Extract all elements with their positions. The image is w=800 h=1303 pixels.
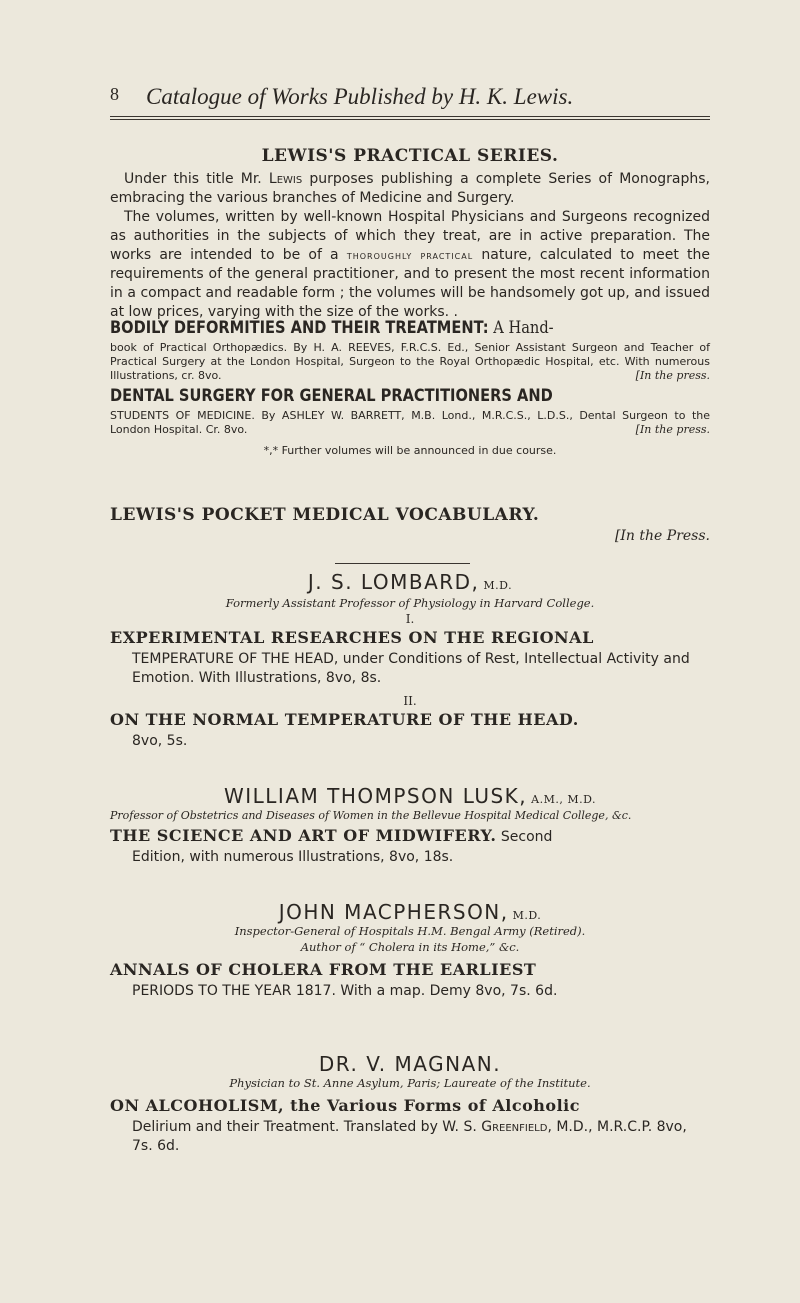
macpherson-role-2: Author of “ Cholera in its Home,” &c.	[300, 940, 520, 954]
lusk-work-title: THE SCIENCE AND ART OF MIDWIFERY. Second	[110, 826, 553, 845]
magnan-work-title: ON ALCOHOLISM, the Various Forms of Alcoholic	[110, 1096, 580, 1115]
lombard-work-1-description: TEMPERATURE OF THE HEAD, under Conditions of Rest, Intellectual Activity and Emotion. With Illustrations, 8vo, 8s.	[132, 651, 690, 686]
magnan-author: DR. V. MAGNAN.	[318, 1052, 502, 1076]
header-rule-thin	[110, 119, 710, 120]
dental-surgery-description: STUDENTS OF MEDICINE. By ASHLEY W. BARRETT, M.B. Lond., M.R.C.S., L.D.S., Dental Surgeon to the London Hospital. Cr. 8vo. [In the press.	[110, 409, 710, 436]
lombard-work-1-title: EXPERIMENTAL RESEARCHES ON THE REGIONAL	[110, 628, 594, 647]
magnan-work-description: Delirium and their Treatment. Translated by W. S. Greenfield, M.D., M.R.C.P. 8vo, 7s. 6d.	[132, 1119, 687, 1154]
dental-status: [In the press.	[635, 423, 710, 436]
pocket-vocabulary-status: [In the Press.	[614, 528, 710, 544]
lusk-work-description: Edition, with numerous Illustrations, 8vo, 18s.	[132, 849, 454, 865]
series-paragraph-2: The volumes, written by well-known Hospital Physicians and Surgeons recognized as authorities in the subjects of which they treat, are in active preparation. The works are intended to be of a thoroughly practical nature, calculated to meet the requirements of the general practitioner, and to present the most recent information in a compact and readable form ; the volumes will be handsomely got up, and issued at low prices, varying with the size of the works. .	[110, 209, 711, 320]
page-number: 8	[110, 84, 119, 104]
lombard-number-2: II.	[403, 694, 417, 708]
pocket-vocabulary-heading: LEWIS'S POCKET MEDICAL VOCABULARY.	[110, 505, 540, 525]
series-paragraph-1: Under this title Mr. Lewis purposes publishing a complete Series of Monographs, embracing the various branches of Medicine and Surgery.	[110, 171, 711, 206]
lombard-work-2-title: ON THE NORMAL TEMPERATURE OF THE HEAD.	[110, 710, 579, 729]
bodily-status: [In the press.	[635, 369, 710, 382]
magnan-role: Physician to St. Anne Asylum, Paris; Laureate of the Institute.	[229, 1076, 591, 1090]
further-volumes-note: *,* Further volumes will be announced in due course.	[263, 444, 557, 457]
lombard-number-1: I.	[405, 612, 415, 626]
series-heading: LEWIS'S PRACTICAL SERIES.	[261, 146, 559, 166]
section-divider	[335, 563, 470, 564]
macpherson-role-1: Inspector-General of Hospitals H.M. Bengal Army (Retired).	[234, 924, 586, 938]
lombard-role: Formerly Assistant Professor of Physiology in Harvard College.	[225, 596, 595, 610]
macpherson-work-title: ANNALS OF CHOLERA FROM THE EARLIEST	[110, 960, 537, 979]
macpherson-author: JOHN MACPHERSON, M.D.	[278, 900, 542, 924]
header-rule	[110, 116, 710, 117]
bodily-deformities-description: book of Practical Orthopædics. By H. A. REEVES, F.R.C.S. Ed., Senior Assistant Surgeon and Teacher of Practical Surgery at the London Hospital, Surgeon to the Royal Orthopædic Hospital, etc. With numerous Illustrations, cr. 8vo. [In the press.	[110, 341, 710, 382]
lusk-role: Professor of Obstetrics and Diseases of Women in the Bellevue Hospital Medical College, &c.	[110, 809, 632, 822]
lusk-author: WILLIAM THOMPSON LUSK, A.M., M.D.	[223, 784, 597, 808]
lombard-work-2-description: 8vo, 5s.	[132, 733, 188, 749]
lombard-author: J. S. LOMBARD, M.D.	[307, 570, 513, 594]
dental-surgery-title: DENTAL SURGERY FOR GENERAL PRACTITIONERS AND	[110, 386, 553, 406]
running-title: Catalogue of Works Published by H. K. Lewis.	[146, 84, 574, 109]
bodily-deformities-title: BODILY DEFORMITIES AND THEIR TREATMENT: A Hand-	[110, 318, 554, 338]
macpherson-work-description: PERIODS TO THE YEAR 1817. With a map. Demy 8vo, 7s. 6d.	[132, 983, 558, 999]
